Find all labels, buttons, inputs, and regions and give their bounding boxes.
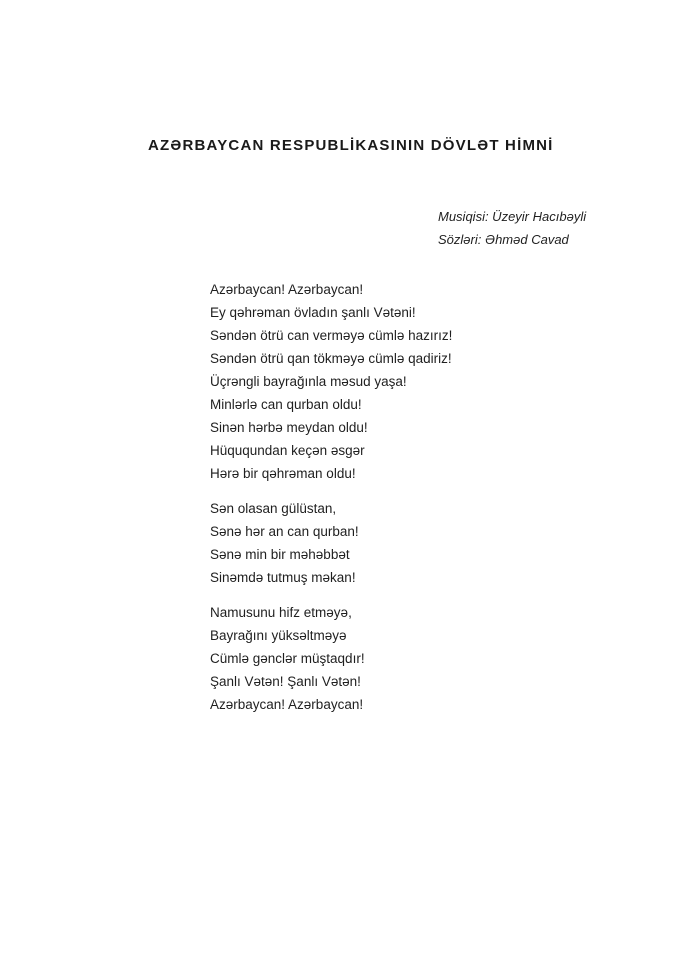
verse-line: Hərə bir qəhrəman oldu! (210, 466, 356, 481)
lyrics-credit: Sözləri: Əhməd Cavad (438, 232, 569, 247)
anthem-text (210, 278, 452, 716)
verse-line: Bayrağını yüksəltməyə (210, 628, 347, 643)
page-title: AZƏRBAYCAN RESPUBLİKASININ DÖVLƏT HİMNİ (148, 137, 554, 154)
verse-line: Minlərlə can qurban oldu! (210, 397, 362, 412)
verse-line: Hüququndan keçən əsgər (210, 443, 365, 458)
credits-block (438, 205, 586, 251)
verse-line: Azərbaycan! Azərbaycan! (210, 282, 364, 297)
music-credit: Musiqisi: Üzeyir Hacıbəyli (438, 209, 587, 224)
verse-line: Namusunu hifz etməyə, (210, 605, 352, 620)
verse-line: Cümlə gənclər müştaqdır! (210, 651, 365, 666)
stanza (210, 601, 452, 716)
stanza (210, 278, 452, 485)
verse-line: Sənə min bir məhəbbət (210, 547, 350, 562)
verse-line: Üçrəngli bayrağınla məsud yaşa! (210, 374, 407, 389)
verse-line: Səndən ötrü can verməyə cümlə hazırız! (210, 328, 453, 343)
verse-line: Sinəmdə tutmuş məkan! (210, 570, 356, 585)
verse-line: Sən olasan gülüstan, (210, 501, 337, 516)
verse-line: Şanlı Vətən! Şanlı Vətən! (210, 674, 361, 689)
verse-line: Səndən ötrü qan tökməyə cümlə qadiriz! (210, 351, 452, 366)
verse-line: Azərbaycan! Azərbaycan! (210, 697, 364, 712)
verse-line: Ey qəhrəman övladın şanlı Vətəni! (210, 305, 416, 320)
verse-line: Sənə hər an can qurban! (210, 524, 359, 539)
verse-line: Sinən hərbə meydan oldu! (210, 420, 368, 435)
stanza (210, 497, 452, 589)
